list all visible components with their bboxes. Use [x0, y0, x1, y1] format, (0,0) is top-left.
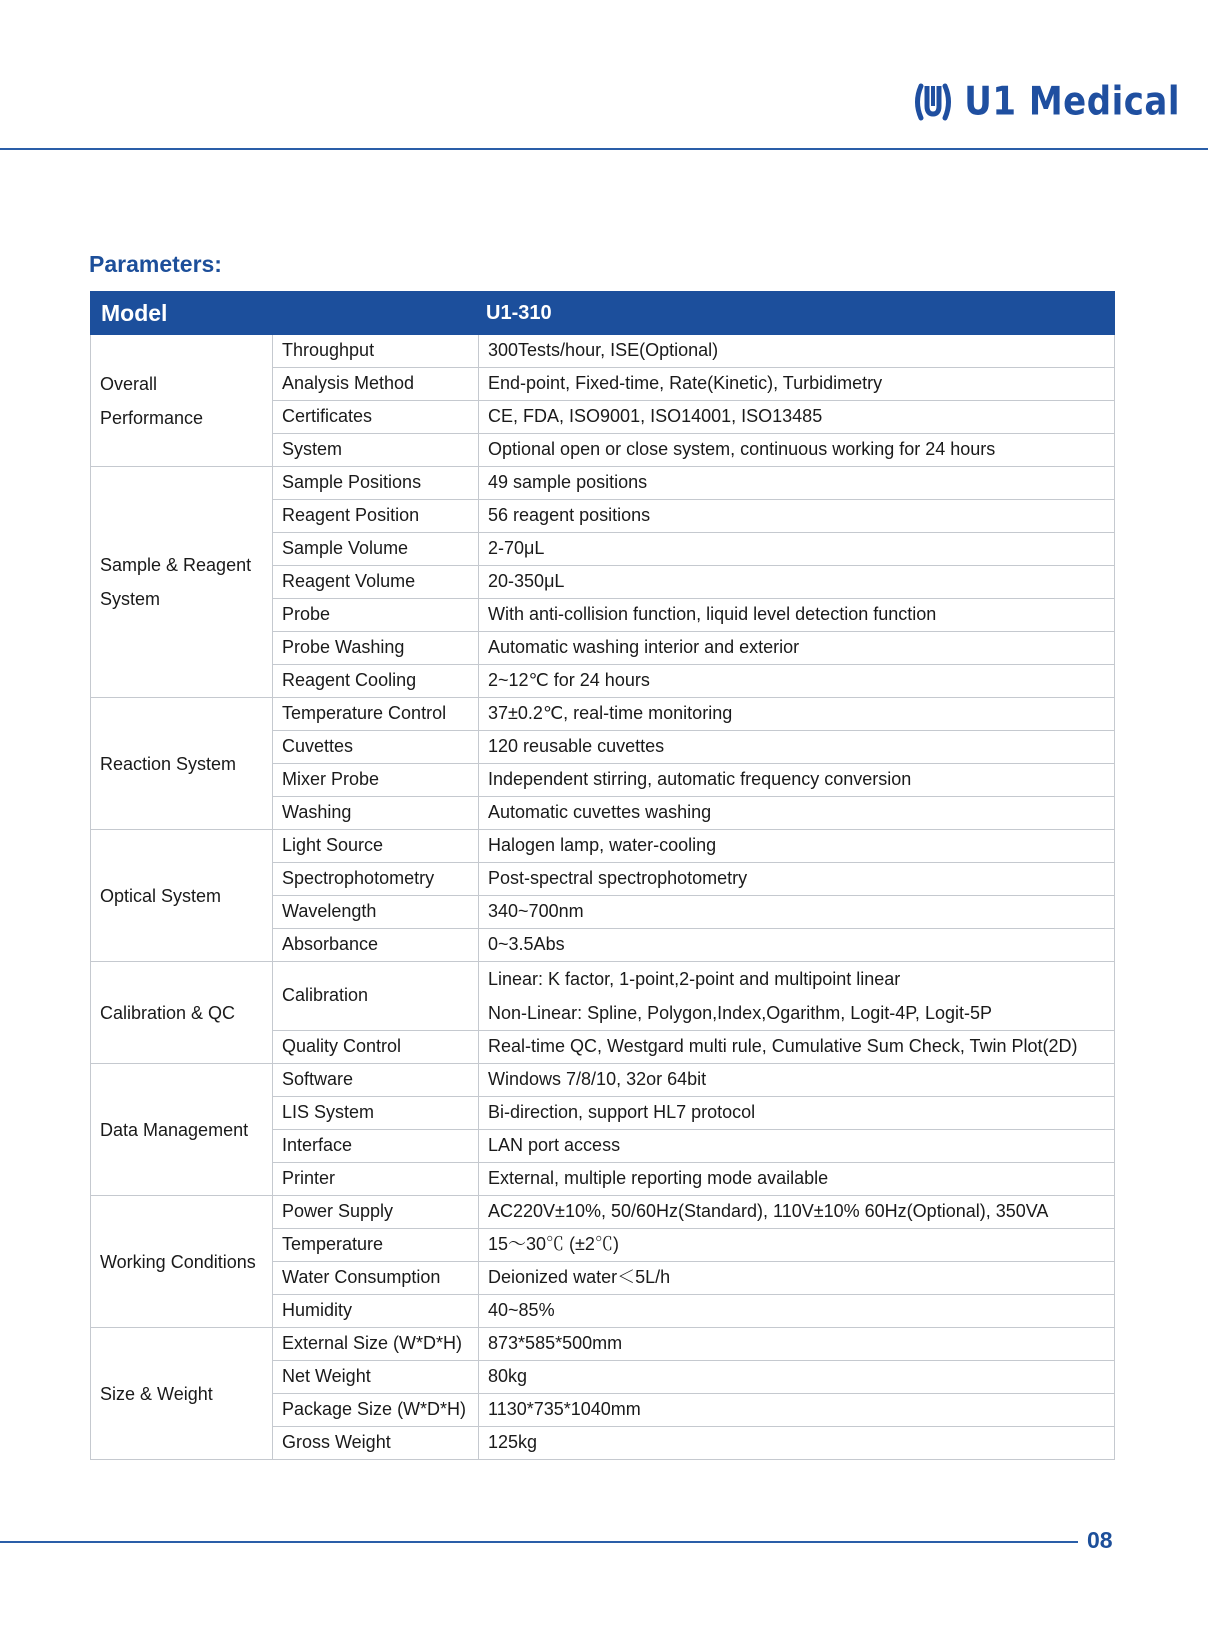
parameter-name: Reagent Cooling — [273, 665, 479, 698]
parameter-value: Post-spectral spectrophotometry — [479, 863, 1115, 896]
parameter-name: Package Size (W*D*H) — [273, 1394, 479, 1427]
parameter-value: 125kg — [479, 1427, 1115, 1460]
parameter-name: Software — [273, 1064, 479, 1097]
parameter-value: Real-time QC, Westgard multi rule, Cumulative Sum Check, Twin Plot(2D) — [479, 1031, 1115, 1064]
parameter-name: Calibration — [273, 962, 479, 1031]
parameter-value: Optional open or close system, continuous working for 24 hours — [479, 434, 1115, 467]
parameter-value: 49 sample positions — [479, 467, 1115, 500]
category-cell: Overall Performance — [91, 335, 273, 467]
parameters-table-body — [91, 335, 1115, 1460]
parameter-value: External, multiple reporting mode available — [479, 1163, 1115, 1196]
parameter-name: Interface — [273, 1130, 479, 1163]
parameter-name: Quality Control — [273, 1031, 479, 1064]
category-cell: Data Management — [91, 1064, 273, 1196]
parameter-name: Analysis Method — [273, 368, 479, 401]
parameter-name: Net Weight — [273, 1361, 479, 1394]
model-label: Model — [91, 292, 479, 335]
parameter-value: Windows 7/8/10, 32or 64bit — [479, 1064, 1115, 1097]
brand-name: U1 Medical — [964, 79, 1180, 125]
u1-logo-icon — [912, 80, 954, 124]
parameter-value: CE, FDA, ISO9001, ISO14001, ISO13485 — [479, 401, 1115, 434]
parameter-name: Sample Volume — [273, 533, 479, 566]
parameter-name: Water Consumption — [273, 1262, 479, 1295]
parameter-value: 340~700nm — [479, 896, 1115, 929]
parameter-value: 80kg — [479, 1361, 1115, 1394]
parameter-value: Halogen lamp, water-cooling — [479, 830, 1115, 863]
parameter-value: AC220V±10%, 50/60Hz(Standard), 110V±10% 60Hz(Optional), 350VA — [479, 1196, 1115, 1229]
brand-logo — [912, 78, 1180, 126]
parameter-value: 40~85% — [479, 1295, 1115, 1328]
parameter-value: 873*585*500mm — [479, 1328, 1115, 1361]
table-row — [91, 335, 1115, 368]
table-row — [91, 1196, 1115, 1229]
parameter-value: LAN port access — [479, 1130, 1115, 1163]
parameter-value-cell — [479, 962, 1115, 1031]
parameter-value: Independent stirring, automatic frequency conversion — [479, 764, 1115, 797]
category-cell: Reaction System — [91, 698, 273, 830]
parameter-value: 37±0.2℃, real-time monitoring — [479, 698, 1115, 731]
parameter-name: Sample Positions — [273, 467, 479, 500]
parameter-name: Humidity — [273, 1295, 479, 1328]
parameter-value: 15～30℃ (±2℃) — [479, 1229, 1115, 1262]
parameter-value-line: Non-Linear: Spline, Polygon,Index,Ogarithm, Logit-4P, Logit-5P — [488, 1003, 992, 1023]
parameter-name: Temperature — [273, 1229, 479, 1262]
category-cell: Calibration & QC — [91, 962, 273, 1064]
parameter-name: Wavelength — [273, 896, 479, 929]
parameter-value: Automatic cuvettes washing — [479, 797, 1115, 830]
parameter-name: Mixer Probe — [273, 764, 479, 797]
table-row — [91, 962, 1115, 1031]
parameter-name: Power Supply — [273, 1196, 479, 1229]
table-row — [91, 1328, 1115, 1361]
parameter-value: 2~12℃ for 24 hours — [479, 665, 1115, 698]
footer-divider — [0, 1541, 1078, 1543]
parameter-value: Automatic washing interior and exterior — [479, 632, 1115, 665]
header-divider — [0, 148, 1208, 150]
category-cell: Optical System — [91, 830, 273, 962]
parameter-value: 0~3.5Abs — [479, 929, 1115, 962]
parameter-name: Certificates — [273, 401, 479, 434]
parameter-value: 120 reusable cuvettes — [479, 731, 1115, 764]
parameter-value: 20-350μL — [479, 566, 1115, 599]
table-row — [91, 830, 1115, 863]
parameter-name: Spectrophotometry — [273, 863, 479, 896]
model-value: U1-310 — [479, 292, 1115, 335]
parameter-value: With anti-collision function, liquid level detection function — [479, 599, 1115, 632]
parameter-name: Absorbance — [273, 929, 479, 962]
parameter-name: Probe Washing — [273, 632, 479, 665]
table-row — [91, 1064, 1115, 1097]
parameter-value: 56 reagent positions — [479, 500, 1115, 533]
parameter-value-line: Linear: K factor, 1-point,2-point and multipoint linear — [488, 969, 901, 989]
category-cell: Sample & Reagent System — [91, 467, 273, 698]
parameter-name: Temperature Control — [273, 698, 479, 731]
parameter-value: Bi-direction, support HL7 protocol — [479, 1097, 1115, 1130]
category-cell: Working Conditions — [91, 1196, 273, 1328]
table-header-row — [91, 292, 1115, 335]
parameter-name: Throughput — [273, 335, 479, 368]
parameters-table — [90, 291, 1115, 1460]
parameter-name: Probe — [273, 599, 479, 632]
parameter-name: LIS System — [273, 1097, 479, 1130]
parameter-name: Washing — [273, 797, 479, 830]
parameter-name: Cuvettes — [273, 731, 479, 764]
table-row — [91, 698, 1115, 731]
parameter-name: Gross Weight — [273, 1427, 479, 1460]
parameter-name: Reagent Position — [273, 500, 479, 533]
parameter-value: 300Tests/hour, ISE(Optional) — [479, 335, 1115, 368]
section-title: Parameters: — [89, 251, 222, 277]
table-row — [91, 467, 1115, 500]
parameter-value: 1130*735*1040mm — [479, 1394, 1115, 1427]
parameter-name: Reagent Volume — [273, 566, 479, 599]
parameter-name: System — [273, 434, 479, 467]
parameter-value: End-point, Fixed-time, Rate(Kinetic), Turbidimetry — [479, 368, 1115, 401]
parameter-name: External Size (W*D*H) — [273, 1328, 479, 1361]
category-cell: Size & Weight — [91, 1328, 273, 1460]
parameter-name: Light Source — [273, 830, 479, 863]
parameter-value: 2-70μL — [479, 533, 1115, 566]
parameter-value: Deionized water＜5L/h — [479, 1262, 1115, 1295]
page-number: 08 — [1087, 1527, 1113, 1553]
parameter-name: Printer — [273, 1163, 479, 1196]
